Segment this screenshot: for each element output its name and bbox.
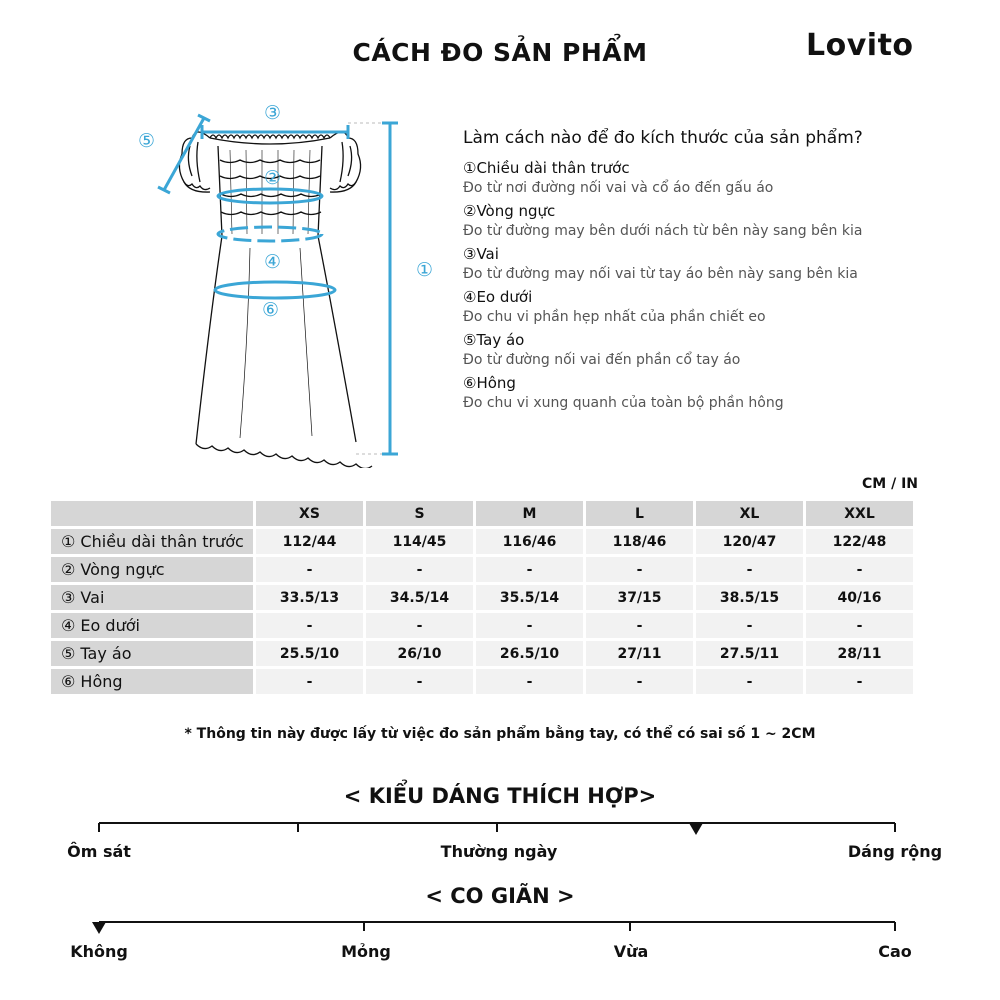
marker-5: ⑤ xyxy=(138,130,156,152)
measure-name: ③Vai xyxy=(463,245,499,263)
size-header: L xyxy=(586,501,693,526)
marker-1: ① xyxy=(416,259,434,281)
measure-item xyxy=(463,287,983,327)
fit-label-regular: Thường ngày xyxy=(440,842,558,861)
table-cell: - xyxy=(476,613,583,638)
marker-2: ② xyxy=(264,167,282,189)
table-cell: 35.5/14 xyxy=(476,585,583,610)
table-row xyxy=(51,557,913,582)
table-cell: - xyxy=(366,557,473,582)
table-cell: 26/10 xyxy=(366,641,473,666)
table-cell: - xyxy=(806,557,913,582)
table-cell: - xyxy=(256,613,363,638)
table-cell: - xyxy=(256,557,363,582)
stretch-label-slight: Mỏng xyxy=(341,942,391,961)
header-blank-cell xyxy=(51,501,253,526)
table-cell: 33.5/13 xyxy=(256,585,363,610)
size-table xyxy=(48,498,916,697)
table-cell: - xyxy=(476,557,583,582)
measure-item xyxy=(463,330,983,370)
marker-4: ④ xyxy=(264,251,282,273)
fit-indicator-icon xyxy=(689,823,703,835)
how-to-measure xyxy=(463,128,983,416)
measure-name: ④Eo dưới xyxy=(463,288,533,306)
table-cell: 34.5/14 xyxy=(366,585,473,610)
table-cell: - xyxy=(366,613,473,638)
fit-title: < KIỂU DÁNG THÍCH HỢP> xyxy=(343,784,657,808)
size-header: S xyxy=(366,501,473,526)
table-cell: 27/11 xyxy=(586,641,693,666)
table-row xyxy=(51,585,913,610)
measure-desc: Đo từ đường nối vai đến phần cổ tay áo xyxy=(463,352,741,368)
table-cell: - xyxy=(806,613,913,638)
table-cell: 122/48 xyxy=(806,529,913,554)
table-cell: - xyxy=(366,669,473,694)
table-row xyxy=(51,613,913,638)
table-row xyxy=(51,669,913,694)
table-cell: 120/47 xyxy=(696,529,803,554)
table-cell: 112/44 xyxy=(256,529,363,554)
measure-desc: Đo chu vi phần hẹp nhất của phần chiết eo xyxy=(463,309,766,325)
marker-6: ⑥ xyxy=(262,299,280,321)
table-cell: - xyxy=(586,557,693,582)
marker-3: ③ xyxy=(264,102,282,124)
measure-name: ②Vòng ngực xyxy=(463,202,556,220)
measure-item xyxy=(463,244,983,284)
table-cell: 26.5/10 xyxy=(476,641,583,666)
brand-logo: Lovito xyxy=(806,28,914,63)
stretch-label-medium: Vừa xyxy=(613,942,649,961)
measure-desc: Đo từ đường may nối vai từ tay áo bên này sang bên kia xyxy=(463,266,858,282)
size-header: M xyxy=(476,501,583,526)
how-to-question: Làm cách nào để đo kích thước của sản phẩm? xyxy=(463,128,863,148)
table-cell: - xyxy=(696,669,803,694)
unit-label: CM / IN xyxy=(862,476,918,492)
row-label: ⑤ Tay áo xyxy=(51,641,253,666)
row-label: ⑥ Hông xyxy=(51,669,253,694)
table-cell: 118/46 xyxy=(586,529,693,554)
table-row xyxy=(51,641,913,666)
stretch-label-none: Không xyxy=(70,942,128,961)
page-title: CÁCH ĐO SẢN PHẨM xyxy=(352,38,648,67)
stretch-label-high: Cao xyxy=(878,942,912,961)
measure-name: ①Chiều dài thân trước xyxy=(463,159,630,177)
measure-item xyxy=(463,373,983,413)
table-cell: - xyxy=(586,669,693,694)
table-cell: - xyxy=(696,613,803,638)
table-cell: - xyxy=(476,669,583,694)
stretch-title: < CO GIÃN > xyxy=(425,884,575,908)
row-label: ④ Eo dưới xyxy=(51,613,253,638)
row-label: ③ Vai xyxy=(51,585,253,610)
row-label: ① Chiều dài thân trước xyxy=(51,529,253,554)
table-cell: - xyxy=(256,669,363,694)
measure-desc: Đo từ nơi đường nối vai và cổ áo đến gấu áo xyxy=(463,180,774,196)
measure-item xyxy=(463,201,983,241)
table-cell: 28/11 xyxy=(806,641,913,666)
stretch-indicator-icon xyxy=(92,922,106,934)
table-cell: 116/46 xyxy=(476,529,583,554)
table-cell: 38.5/15 xyxy=(696,585,803,610)
fit-label-tight: Ôm sát xyxy=(67,842,131,861)
size-header: XXL xyxy=(806,501,913,526)
measure-desc: Đo từ đường may bên dưới nách từ bên này sang bên kia xyxy=(463,223,863,239)
row-label: ② Vòng ngực xyxy=(51,557,253,582)
table-cell: - xyxy=(586,613,693,638)
measure-name: ⑤Tay áo xyxy=(463,331,525,349)
table-cell: 37/15 xyxy=(586,585,693,610)
table-cell: - xyxy=(806,669,913,694)
table-cell: - xyxy=(696,557,803,582)
measure-desc: Đo chu vi xung quanh của toàn bộ phần hông xyxy=(463,395,784,411)
measurement-note: * Thông tin này được lấy từ việc đo sản phẩm bằng tay, có thể có sai số 1 ~ 2CM xyxy=(184,726,816,742)
size-header: XL xyxy=(696,501,803,526)
measure-item xyxy=(463,158,983,198)
measure-name: ⑥Hông xyxy=(463,374,516,392)
size-header-row xyxy=(51,501,913,526)
size-header: XS xyxy=(256,501,363,526)
table-cell: 25.5/10 xyxy=(256,641,363,666)
dress-measurement-diagram xyxy=(130,98,450,468)
table-cell: 40/16 xyxy=(806,585,913,610)
fit-label-loose: Dáng rộng xyxy=(847,842,943,861)
table-cell: 27.5/11 xyxy=(696,641,803,666)
table-cell: 114/45 xyxy=(366,529,473,554)
table-row xyxy=(51,529,913,554)
